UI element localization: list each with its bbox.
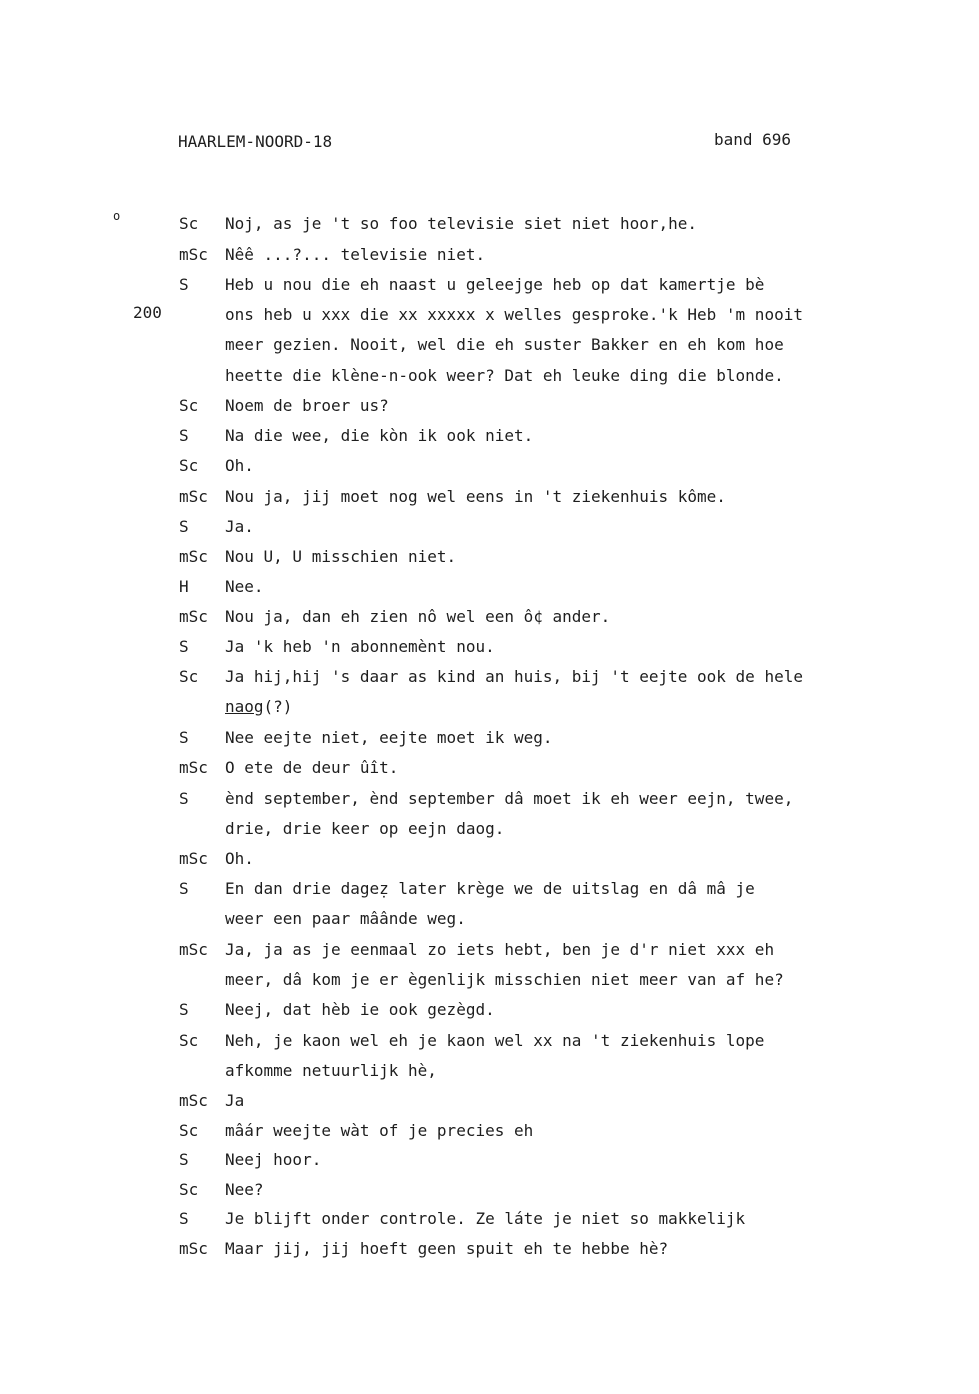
utterance: Ja, ja as je eenmaal zo iets hebt, ben je d'r niet xxx eh bbox=[225, 940, 775, 959]
speaker: Sc bbox=[179, 1180, 199, 1199]
speaker: S bbox=[179, 789, 189, 808]
utterance: En dan drie dageẓ later krège we de uitslag en dâ mâ je bbox=[225, 879, 755, 898]
utterance: Nee eejte niet, eejte moet ik weg. bbox=[225, 728, 553, 747]
utterance: Nou U, U misschien niet. bbox=[225, 547, 457, 566]
utterance: Maar jij, jij hoeft geen spuit eh te hebbe hè? bbox=[225, 1239, 669, 1258]
utterance bbox=[225, 697, 292, 717]
page-header-right: band 696 bbox=[714, 130, 792, 149]
speaker: mSc bbox=[179, 849, 208, 868]
utterance: Noj, as je 't so foo televisie siet niet hoor,he. bbox=[225, 214, 698, 233]
utterance: Neh, je kaon wel eh je kaon wel xx na 't ziekenhuis lope bbox=[225, 1031, 765, 1050]
utterance: Neej, dat hèb ie ook gezègd. bbox=[225, 1000, 495, 1019]
utterance: Nêê ...?... televisie niet. bbox=[225, 245, 486, 264]
speaker: Sc bbox=[179, 1121, 199, 1140]
speaker: S bbox=[179, 275, 189, 294]
speaker: S bbox=[179, 1209, 189, 1228]
speaker: mSc bbox=[179, 245, 208, 264]
speaker: mSc bbox=[179, 1239, 208, 1258]
speaker: Sc bbox=[179, 1031, 199, 1050]
speaker: Sc bbox=[179, 396, 199, 415]
speaker: S bbox=[179, 728, 189, 747]
utterance: mâár weejte wàt of je precies eh bbox=[225, 1121, 534, 1140]
utterance: Oh. bbox=[225, 849, 254, 868]
speaker: S bbox=[179, 1150, 189, 1169]
utterance: Ja hij,hij 's daar as kind an huis, bij 't eejte ook de hele bbox=[225, 667, 803, 686]
speaker: mSc bbox=[179, 940, 208, 959]
margin-line-number: 200 bbox=[133, 303, 162, 322]
utterance: Neej hoor. bbox=[225, 1150, 322, 1169]
utterance: heette die klène-n-ook weer? Dat eh leuke ding die blonde. bbox=[225, 366, 784, 385]
utterance: weer een paar mâânde weg. bbox=[225, 909, 466, 928]
speaker: S bbox=[179, 517, 189, 536]
uncertain-mark: (?) bbox=[263, 697, 293, 716]
speaker: S bbox=[179, 1000, 189, 1019]
utterance: Ja. bbox=[225, 517, 254, 536]
speaker: S bbox=[179, 637, 189, 656]
utterance: drie, drie keer op eejn daog. bbox=[225, 819, 505, 838]
utterance: Heb u nou die eh naast u geleejge heb op dat kamertje bè bbox=[225, 275, 765, 294]
utterance: meer gezien. Nooit, wel die eh suster Bakker en eh kom hoe bbox=[225, 335, 784, 354]
speaker: S bbox=[179, 879, 189, 898]
utterance: ons heb u xxx die xx xxxxx x welles gesproke.'k Heb 'm nooit bbox=[225, 305, 803, 324]
speaker: Sc bbox=[179, 667, 199, 686]
utterance: Je blijft onder controle. Ze láte je niet so makkelijk bbox=[225, 1209, 746, 1228]
speaker: mSc bbox=[179, 607, 208, 626]
utterance: Noem de broer us? bbox=[225, 396, 389, 415]
margin-mark: o bbox=[113, 209, 121, 223]
utterance: Ja 'k heb 'n abonnemènt nou. bbox=[225, 637, 495, 656]
speaker: mSc bbox=[179, 1091, 208, 1110]
page-header-left: HAARLEM-NOORD-18 bbox=[178, 132, 333, 151]
utterance: Oh. bbox=[225, 456, 254, 475]
utterance: O ete de deur ûît. bbox=[225, 758, 399, 777]
speaker: S bbox=[179, 426, 189, 445]
utterance: meer, dâ kom je er ègenlijk misschien niet meer van af he? bbox=[225, 970, 784, 989]
utterance: Ja bbox=[225, 1091, 245, 1110]
utterance: Nou ja, dan eh zien nô wel een ô¢ ander. bbox=[225, 607, 611, 626]
utterance: afkomme netuurlijk hè, bbox=[225, 1061, 437, 1080]
utterance: ènd september, ènd september dâ moet ik eh weer eejn, twee, bbox=[225, 789, 794, 808]
utterance: Nee? bbox=[225, 1180, 264, 1199]
utterance: Na die wee, die kòn ik ook niet. bbox=[225, 426, 534, 445]
underlined-word: naog bbox=[225, 697, 264, 716]
utterance: Nou ja, jij moet nog wel eens in 't ziekenhuis kôme. bbox=[225, 487, 726, 506]
utterance: Nee. bbox=[225, 577, 264, 596]
speaker: mSc bbox=[179, 547, 208, 566]
speaker: mSc bbox=[179, 487, 208, 506]
speaker: Sc bbox=[179, 214, 199, 233]
speaker: mSc bbox=[179, 758, 208, 777]
speaker: Sc bbox=[179, 456, 199, 475]
speaker: H bbox=[179, 577, 189, 596]
